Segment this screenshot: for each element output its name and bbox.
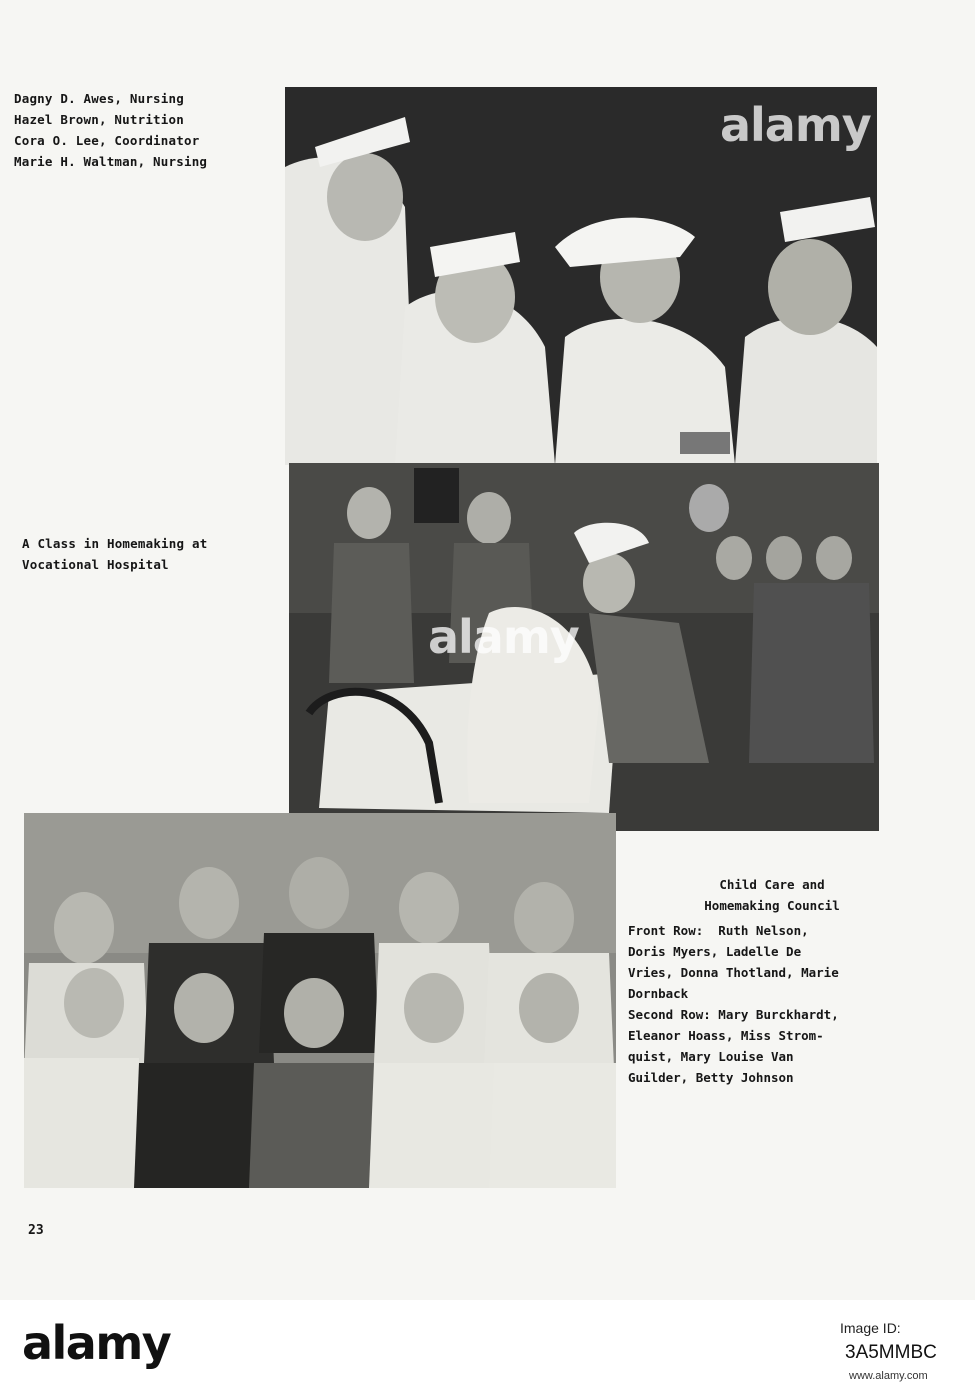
footer-url: www.alamy.com [849,1370,928,1382]
council-caption [628,874,928,1088]
watermark: alamy [720,98,871,152]
homemaking-class-photo [289,463,879,831]
watermark: alamy [428,610,579,664]
alamy-logo: alamy [22,1316,171,1370]
council-names: Front Row: Ruth Nelson, Doris Myers, Ladelle De Vries, Donna Thotland, Marie Dornback Second Row: Mary Burckhardt, Eleanor Hoass, Miss Strom- quist, Mary Louise Van Guilder, Betty Johnson [628,923,839,1085]
image-id-label: Image ID: [840,1320,901,1336]
council-title: Child Care and Homemaking Council [704,877,840,913]
page-number: 23 [28,1223,44,1238]
image-id: 3A5MMBC [845,1342,937,1363]
stock-footer [0,1300,975,1390]
staff-caption: Dagny D. Awes, Nursing Hazel Brown, Nutrition Cora O. Lee, Coordinator Marie H. Waltman, Nursing [14,91,208,169]
council-group-photo [24,813,616,1188]
homemaking-caption: A Class in Homemaking at Vocational Hospital [22,536,208,572]
